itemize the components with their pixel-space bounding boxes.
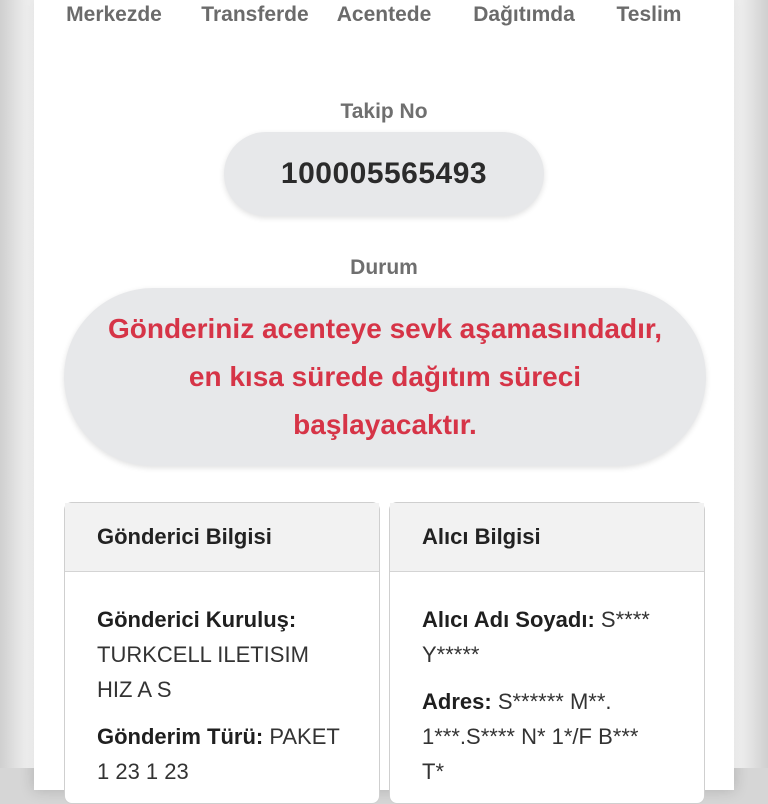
receiver-name-row — [422, 602, 684, 672]
step-dagitimda: Dağıtımda — [473, 3, 575, 26]
sender-info-box — [64, 502, 380, 804]
sender-org-line-1: TURKCELL ILETISIM — [97, 642, 309, 667]
receiver-address-line-1: S****** M**. — [497, 689, 612, 714]
sender-org-row — [97, 602, 359, 707]
sender-type-value: PAKET — [269, 724, 340, 749]
step-merkezde: Merkezde — [66, 3, 162, 26]
receiver-name-line-2: Y***** — [422, 642, 480, 667]
sender-info-body — [65, 572, 379, 789]
step-transferde: Transferde — [201, 3, 309, 26]
shipment-steps — [0, 0, 768, 32]
receiver-address-line-3: T* — [422, 759, 444, 784]
receiver-name-label: Alıcı Adı Soyadı: — [422, 607, 595, 632]
status-line-3: başlayacaktır. — [293, 409, 477, 440]
step-acentede: Acentede — [336, 3, 432, 26]
status-message — [85, 305, 685, 449]
receiver-address-row — [422, 684, 684, 789]
status-line-1: Gönderiniz acenteye sevk aşamasındadır, — [107, 313, 663, 344]
receiver-address-line-2: 1***.S**** N* 1*/F B*** — [422, 724, 639, 749]
tracking-label: Takip No — [340, 100, 428, 123]
status-line-2: en kısa sürede dağıtım süreci — [188, 361, 582, 392]
sender-type-row — [97, 719, 359, 789]
tracking-number: 100005565493 — [280, 157, 488, 190]
status-label: Durum — [350, 256, 418, 279]
tracking-number-pill — [224, 132, 544, 216]
sender-extra-value: 1 23 1 23 — [97, 759, 189, 784]
receiver-name-line-1: S**** — [600, 607, 650, 632]
receiver-info-title: Alıcı Bilgisi — [390, 503, 704, 572]
sender-org-line-2: HIZ A S — [97, 677, 172, 702]
receiver-address-label: Adres: — [422, 689, 492, 714]
sender-info-title: Gönderici Bilgisi — [65, 503, 379, 572]
receiver-info-body — [390, 572, 704, 789]
step-teslim: Teslim — [616, 3, 682, 26]
sender-type-label: Gönderim Türü: — [97, 724, 264, 749]
sender-org-label: Gönderici Kuruluş: — [97, 607, 297, 632]
receiver-info-box — [389, 502, 705, 804]
status-pill — [64, 288, 706, 466]
